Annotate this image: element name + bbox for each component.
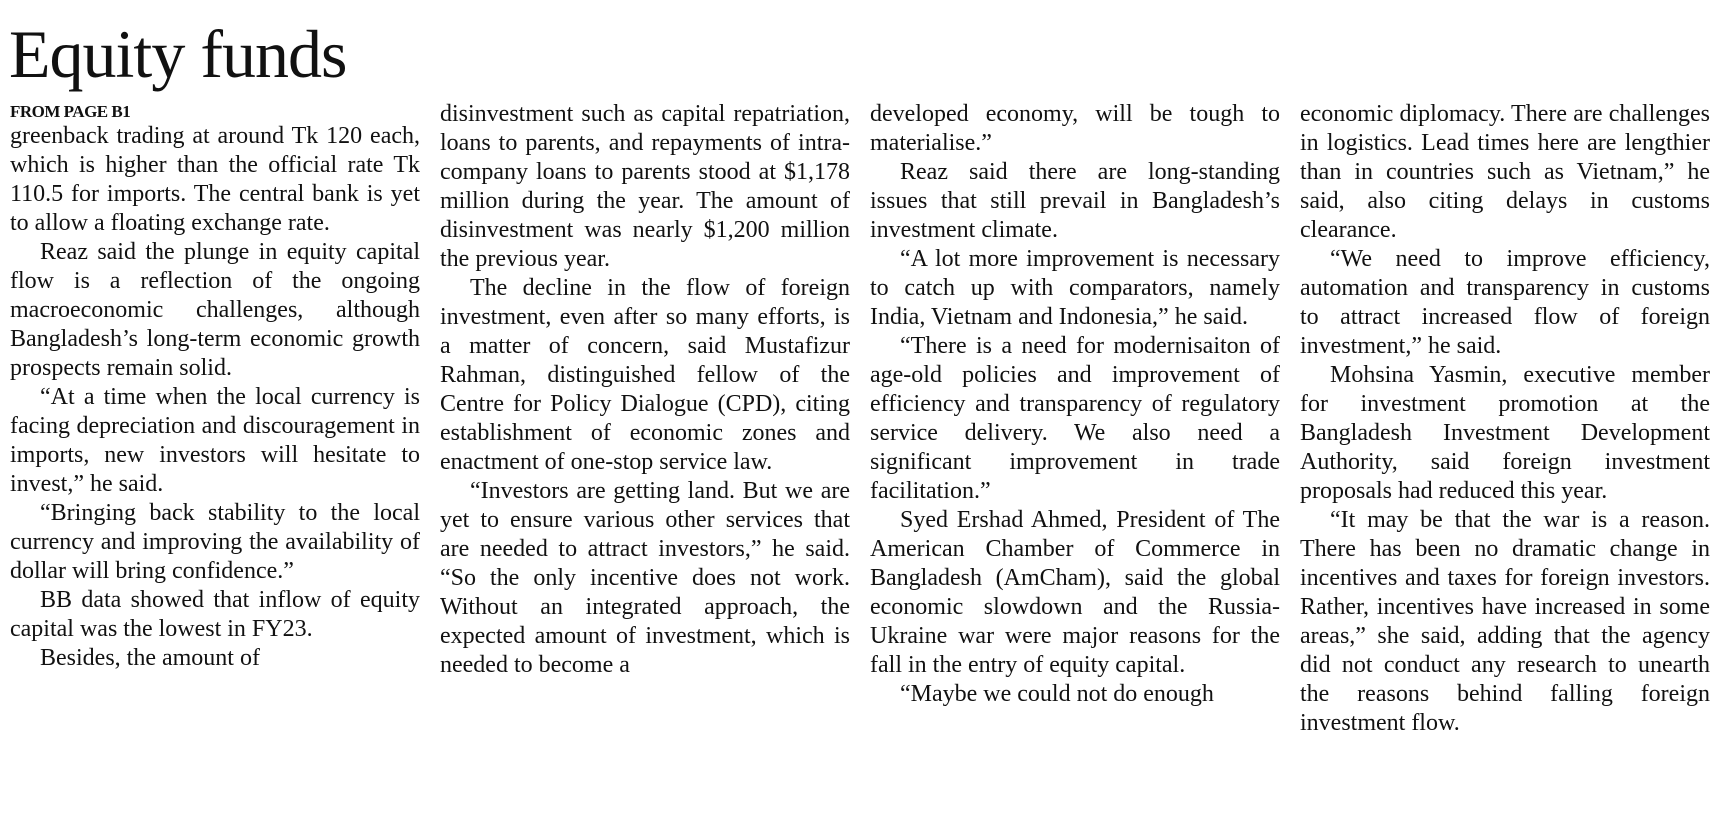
article-column-4 xyxy=(1300,100,1710,808)
jump-label: FROM PAGE B1 xyxy=(10,102,131,121)
article-column-1 xyxy=(10,100,420,808)
paragraph: economic diplomacy. There are challenges in logistics. Lead times here are lengthier than in countries such as Vietnam,” he said, also citing delays in customs clearance. xyxy=(1300,101,1710,243)
paragraph: “There is a need for modernisaiton of age-old policies and improvement of efficiency and transparency of regulatory service delivery. We also need a significant improvement in trade facilitation.” xyxy=(870,333,1280,504)
paragraph: Reaz said there are long-standing issues that still prevail in Bangladesh’s investment climate. xyxy=(870,159,1280,243)
paragraph: developed economy, will be tough to materialise.” xyxy=(870,101,1280,156)
paragraph: Syed Ershad Ahmed, President of The American Chamber of Commerce in Bangladesh (AmCham), said the global economic slowdown and the Russia-Ukraine war were major reasons for the fall in the entry of equity capital. xyxy=(870,507,1280,678)
paragraph: The decline in the flow of foreign investment, even after so many efforts, is a matter of concern, said Mustafizur Rahman, distinguished fellow of the Centre for Policy Dialogue (CPD), citing establishment of economic zones and enactment of one-stop service law. xyxy=(440,275,850,475)
paragraph: Mohsina Yasmin, executive member for investment promotion at the Bangladesh Investment Development Authority, said foreign investment proposals had reduced this year. xyxy=(1300,362,1710,504)
paragraph: Besides, the amount of xyxy=(40,645,260,671)
article-column-2 xyxy=(440,100,850,808)
headline: Equity funds xyxy=(9,16,347,92)
paragraph: Reaz said the plunge in equity capital flow is a reflection of the ongoing macroeconomic challenges, although Bangladesh’s long-term economic growth prospects remain solid. xyxy=(10,239,420,381)
paragraph: “Maybe we could not do enough xyxy=(900,681,1214,707)
paragraph: “A lot more improvement is necessary to catch up with comparators, namely India, Vietnam and Indonesia,” he said. xyxy=(870,246,1280,330)
article-column-3 xyxy=(870,100,1280,808)
paragraph: “At a time when the local currency is facing depreciation and discouragement in imports, new investors will hesitate to invest,” he said. xyxy=(10,384,420,497)
paragraph: “It may be that the war is a reason. There has been no dramatic change in incentives and taxes for foreign investors. Rather, incentives have increased in some areas,” she said, adding that the agency did not conduct any research to unearth the reasons behind falling foreign investment flow. xyxy=(1300,507,1710,736)
paragraph: BB data showed that inflow of equity capital was the lowest in FY23. xyxy=(10,587,420,642)
paragraph: “Bringing back stability to the local currency and improving the availability of dollar will bring confidence.” xyxy=(10,500,420,584)
paragraph: disinvestment such as capital repatriation, loans to parents, and repayments of intra-company loans to parents stood at $1,178 million during the year. The amount of disinvestment was nearly $1,200 million the previous year. xyxy=(440,101,850,272)
paragraph: “We need to improve efficiency, automation and transparency in customs to attract increased flow of foreign investment,” he said. xyxy=(1300,246,1710,359)
paragraph: “Investors are getting land. But we are yet to ensure various other services that are needed to attract investors,” he said. “So the only incentive does not work. Without an integrated approach, the expected amount of investment, which is needed to become a xyxy=(440,478,850,678)
paragraph: greenback trading at around Tk 120 each, which is higher than the official rate Tk 110.5 for imports. The central bank is yet to allow a floating exchange rate. xyxy=(10,123,420,236)
